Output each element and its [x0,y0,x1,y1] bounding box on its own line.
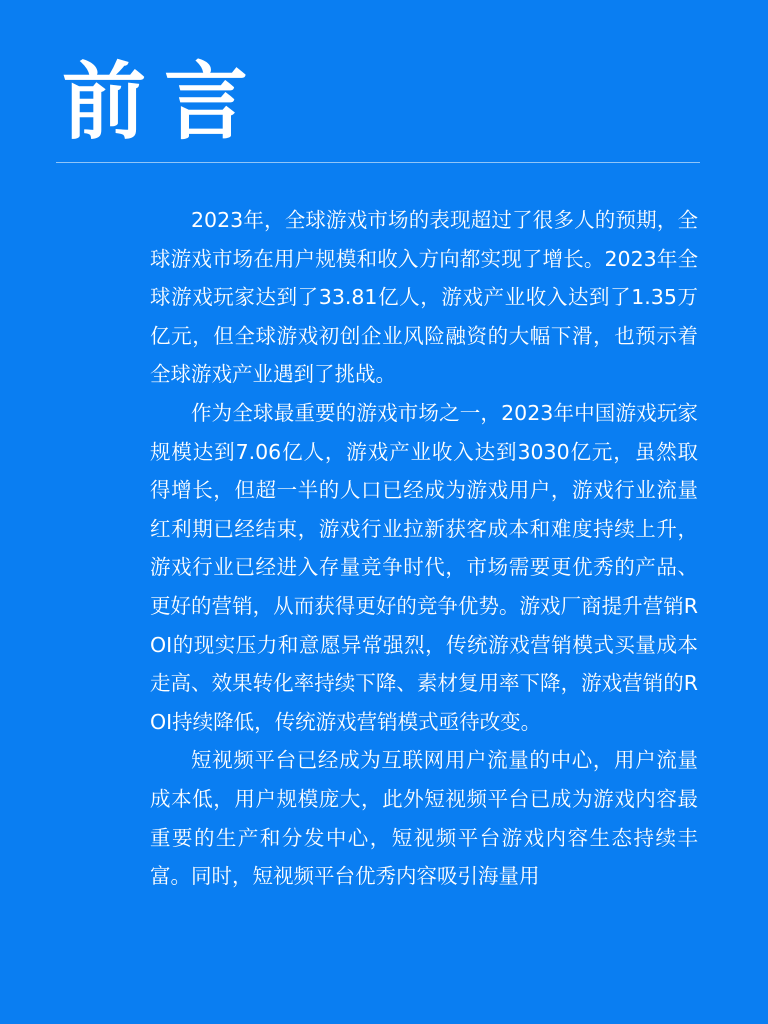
paragraph-1: 2023年，全球游戏市场的表现超过了很多人的预期，全球游戏市场在用户规模和收入方向都实现了增长。2023年全球游戏玩家达到了33.81亿人，游戏产业收入达到了1.35万亿元，但全球游戏初创企业风险融资的大幅下滑，也预示着全球游戏产业遇到了挑战。 [150,208,698,387]
paragraph-3: 短视频平台已经成为互联网用户流量的中心，用户流量成本低，用户规模庞大，此外短视频平台已成为游戏内容最重要的生产和分发中心，短视频平台游戏内容生态持续丰富。同时，短视频平台优秀内容吸引海量用 [150,748,698,889]
page-title: 前言 [62,52,267,151]
title-divider [56,162,700,163]
body-text [150,201,698,896]
paragraph-2: 作为全球最重要的游戏市场之一，2023年中国游戏玩家规模达到7.06亿人，游戏产业收入达到3030亿元，虽然取得增长，但超一半的人口已经成为游戏用户，游戏行业流量红利期已经结束，游戏行业拉新获客成本和难度持续上升，游戏行业已经进入存量竞争时代，市场需要更优秀的产品、更好的营销，从而获得更好的竞争优势。游戏厂商提升营销ROI的现实压力和意愿异常强烈，传统游戏营销模式买量成本走高、效果转化率持续下降、素材复用率下降，游戏营销的ROI持续降低，传统游戏营销模式亟待改变。 [150,400,698,734]
